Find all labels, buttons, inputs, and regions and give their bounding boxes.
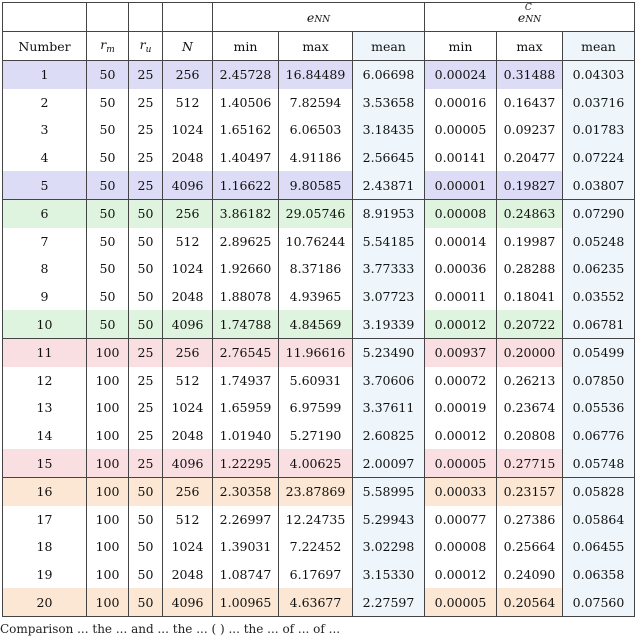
cell-min-c: 0.00012: [425, 310, 497, 338]
cell-r-u: 25: [129, 338, 163, 366]
cell-min: 1.01940: [213, 422, 279, 450]
cell-min-c: 0.00008: [425, 533, 497, 561]
cell-max: 6.97599: [279, 394, 353, 422]
table-row: [3, 477, 635, 505]
empty-header-cell: [87, 3, 129, 32]
cell-r-m: 50: [87, 283, 129, 311]
cell-max: 7.22452: [279, 533, 353, 561]
cell-mean-c: 0.06776: [563, 422, 635, 450]
cell-mean: 2.60825: [353, 422, 425, 450]
cell-n: 1024: [163, 533, 213, 561]
cell-min-c: 0.00011: [425, 283, 497, 311]
cell-min: 1.40506: [213, 89, 279, 117]
cell-r-m: 50: [87, 89, 129, 117]
cell-r-u: 25: [129, 449, 163, 477]
cell-r-u: 50: [129, 283, 163, 311]
group-header-e-nn: [213, 3, 425, 32]
table-row: [3, 588, 635, 616]
cell-mean-c: 0.05864: [563, 506, 635, 534]
cell-max: 4.63677: [279, 588, 353, 616]
cell-max: 12.24735: [279, 506, 353, 534]
cell-max: 10.76244: [279, 228, 353, 256]
cell-number: 12: [3, 367, 87, 395]
cell-min: 1.16622: [213, 171, 279, 199]
cell-r-m: 100: [87, 588, 129, 616]
cell-min-c: 0.00005: [425, 588, 497, 616]
cell-max-c: 0.20477: [497, 144, 563, 172]
cell-min-c: 0.00012: [425, 561, 497, 589]
cell-number: 11: [3, 338, 87, 366]
cell-r-m: 50: [87, 116, 129, 144]
cell-mean: 8.91953: [353, 199, 425, 227]
cell-mean-c: 0.05536: [563, 394, 635, 422]
cell-r-u: 50: [129, 506, 163, 534]
cell-mean-c: 0.07224: [563, 144, 635, 172]
cell-mean-c: 0.01783: [563, 116, 635, 144]
cell-min: 2.76545: [213, 338, 279, 366]
cell-max-c: 0.23674: [497, 394, 563, 422]
cell-r-m: 50: [87, 228, 129, 256]
cell-max-c: 0.18041: [497, 283, 563, 311]
cell-n: 512: [163, 89, 213, 117]
cell-mean-c: 0.07560: [563, 588, 635, 616]
cell-mean: 2.00097: [353, 449, 425, 477]
cell-mean-c: 0.03716: [563, 89, 635, 117]
cell-r-m: 50: [87, 61, 129, 89]
cell-r-u: 50: [129, 477, 163, 505]
cell-min-c: 0.00001: [425, 171, 497, 199]
e-nn-c-sup: C: [524, 2, 532, 13]
cell-r-m: 50: [87, 310, 129, 338]
r-u-base: r: [139, 37, 146, 52]
cell-mean-c: 0.05748: [563, 449, 635, 477]
col-header-number: Number: [3, 32, 87, 61]
cell-number: 13: [3, 394, 87, 422]
cell-number: 9: [3, 283, 87, 311]
table-row: [3, 367, 635, 395]
table-row: [3, 228, 635, 256]
cell-mean: 5.29943: [353, 506, 425, 534]
cell-max: 16.84489: [279, 61, 353, 89]
col-header-min: min: [213, 32, 279, 61]
table-row: [3, 144, 635, 172]
cell-min-c: 0.00016: [425, 89, 497, 117]
cell-mean-c: 0.05828: [563, 477, 635, 505]
cell-r-u: 25: [129, 144, 163, 172]
cell-n: 4096: [163, 171, 213, 199]
cell-n: 1024: [163, 116, 213, 144]
cell-n: 2048: [163, 422, 213, 450]
cell-number: 18: [3, 533, 87, 561]
cell-max-c: 0.23157: [497, 477, 563, 505]
table-row: [3, 199, 635, 227]
cell-max: 6.17697: [279, 561, 353, 589]
cell-r-u: 50: [129, 228, 163, 256]
column-header-row: [3, 32, 635, 61]
cell-n: 256: [163, 477, 213, 505]
cell-max-c: 0.24863: [497, 199, 563, 227]
cell-max: 8.37186: [279, 255, 353, 283]
cell-r-u: 50: [129, 255, 163, 283]
cell-mean: 3.53658: [353, 89, 425, 117]
cell-r-u: 25: [129, 116, 163, 144]
cell-max: 4.84569: [279, 310, 353, 338]
cell-min-c: 0.00072: [425, 367, 497, 395]
r-m-sub: m: [106, 45, 115, 55]
cell-mean-c: 0.04303: [563, 61, 635, 89]
table-row: [3, 255, 635, 283]
cell-max: 11.96616: [279, 338, 353, 366]
cell-max-c: 0.20000: [497, 338, 563, 366]
cell-mean: 2.27597: [353, 588, 425, 616]
r-m-base: r: [100, 37, 107, 52]
cell-mean: 5.58995: [353, 477, 425, 505]
cell-r-u: 25: [129, 422, 163, 450]
cell-min-c: 0.00005: [425, 449, 497, 477]
cell-min-c: 0.00024: [425, 61, 497, 89]
table-row: [3, 338, 635, 366]
group-header-e-nn-c: [425, 3, 635, 32]
cell-number: 15: [3, 449, 87, 477]
table-row: [3, 422, 635, 450]
empty-header-cell: [129, 3, 163, 32]
cell-max: 7.82594: [279, 89, 353, 117]
cell-n: 512: [163, 367, 213, 395]
cell-n: 1024: [163, 394, 213, 422]
cell-mean: 3.07723: [353, 283, 425, 311]
cell-min: 1.39031: [213, 533, 279, 561]
cell-min: 1.22295: [213, 449, 279, 477]
cell-r-u: 50: [129, 561, 163, 589]
cell-mean-c: 0.03552: [563, 283, 635, 311]
table-row: [3, 449, 635, 477]
cell-mean-c: 0.06235: [563, 255, 635, 283]
cell-mean-c: 0.05499: [563, 338, 635, 366]
e-nn-base: e: [306, 9, 315, 25]
cell-min: 2.30358: [213, 477, 279, 505]
cell-mean: 5.23490: [353, 338, 425, 366]
cell-mean: 3.37611: [353, 394, 425, 422]
cell-n: 256: [163, 338, 213, 366]
cell-r-u: 50: [129, 588, 163, 616]
cell-mean-c: 0.07290: [563, 199, 635, 227]
col-header-r-m: [87, 32, 129, 61]
cell-n: 512: [163, 506, 213, 534]
cell-max-c: 0.20564: [497, 588, 563, 616]
col-header-mean-c: mean: [563, 32, 635, 61]
col-header-min-c: min: [425, 32, 497, 61]
cell-max-c: 0.28288: [497, 255, 563, 283]
cell-mean: 3.02298: [353, 533, 425, 561]
cell-min: 1.00965: [213, 588, 279, 616]
cell-mean-c: 0.06781: [563, 310, 635, 338]
cell-max-c: 0.25664: [497, 533, 563, 561]
cell-max: 23.87869: [279, 477, 353, 505]
cell-min: 1.74788: [213, 310, 279, 338]
cell-mean: 3.15330: [353, 561, 425, 589]
col-header-mean: mean: [353, 32, 425, 61]
cell-r-u: 25: [129, 394, 163, 422]
cell-min: 1.65959: [213, 394, 279, 422]
cell-max-c: 0.20808: [497, 422, 563, 450]
cell-n: 4096: [163, 449, 213, 477]
table-row: [3, 561, 635, 589]
cell-min-c: 0.00014: [425, 228, 497, 256]
cell-min-c: 0.00141: [425, 144, 497, 172]
empty-header-cell: [163, 3, 213, 32]
col-header-r-u: [129, 32, 163, 61]
cell-min-c: 0.00036: [425, 255, 497, 283]
table-caption: Comparison ... the ... and ... the ... ( ) ... the ... of ... of ...: [0, 622, 341, 636]
col-header-n: N: [163, 32, 213, 61]
cell-n: 2048: [163, 144, 213, 172]
cell-mean-c: 0.06455: [563, 533, 635, 561]
cell-min: 2.26997: [213, 506, 279, 534]
cell-min: 3.86182: [213, 199, 279, 227]
cell-mean: 2.56645: [353, 144, 425, 172]
cell-number: 1: [3, 61, 87, 89]
cell-mean: 6.06698: [353, 61, 425, 89]
cell-mean-c: 0.05248: [563, 228, 635, 256]
cell-n: 256: [163, 199, 213, 227]
cell-max-c: 0.26213: [497, 367, 563, 395]
cell-r-u: 25: [129, 61, 163, 89]
cell-number: 7: [3, 228, 87, 256]
cell-r-m: 100: [87, 338, 129, 366]
cell-max-c: 0.16437: [497, 89, 563, 117]
cell-min: 1.08747: [213, 561, 279, 589]
cell-mean: 3.77333: [353, 255, 425, 283]
cell-max-c: 0.20722: [497, 310, 563, 338]
cell-max-c: 0.24090: [497, 561, 563, 589]
cell-r-m: 50: [87, 144, 129, 172]
results-table-container: [2, 2, 635, 617]
cell-max-c: 0.27715: [497, 449, 563, 477]
cell-r-u: 50: [129, 310, 163, 338]
cell-max-c: 0.27386: [497, 506, 563, 534]
cell-number: 8: [3, 255, 87, 283]
e-nn-sub: NN: [314, 14, 331, 25]
cell-number: 3: [3, 116, 87, 144]
cell-mean: 3.70606: [353, 367, 425, 395]
table-row: [3, 310, 635, 338]
cell-mean-c: 0.07850: [563, 367, 635, 395]
cell-n: 512: [163, 228, 213, 256]
cell-number: 6: [3, 199, 87, 227]
cell-max: 4.93965: [279, 283, 353, 311]
group-header-row: [3, 3, 635, 32]
cell-number: 14: [3, 422, 87, 450]
cell-min: 1.88078: [213, 283, 279, 311]
table-row: [3, 61, 635, 89]
cell-r-m: 100: [87, 394, 129, 422]
cell-max: 4.91186: [279, 144, 353, 172]
cell-min-c: 0.00937: [425, 338, 497, 366]
cell-max: 5.27190: [279, 422, 353, 450]
cell-n: 4096: [163, 310, 213, 338]
table-row: [3, 533, 635, 561]
cell-min: 1.92660: [213, 255, 279, 283]
cell-max-c: 0.19827: [497, 171, 563, 199]
cell-max: 4.00625: [279, 449, 353, 477]
cell-n: 2048: [163, 283, 213, 311]
cell-r-m: 100: [87, 533, 129, 561]
cell-n: 1024: [163, 255, 213, 283]
cell-r-m: 100: [87, 367, 129, 395]
cell-r-m: 100: [87, 422, 129, 450]
cell-r-u: 25: [129, 171, 163, 199]
cell-min: 2.45728: [213, 61, 279, 89]
cell-number: 19: [3, 561, 87, 589]
col-header-max: max: [279, 32, 353, 61]
cell-r-m: 100: [87, 449, 129, 477]
cell-number: 20: [3, 588, 87, 616]
cell-max: 9.80585: [279, 171, 353, 199]
cell-r-m: 100: [87, 561, 129, 589]
cell-min-c: 0.00077: [425, 506, 497, 534]
cell-min: 1.65162: [213, 116, 279, 144]
cell-max: 6.06503: [279, 116, 353, 144]
e-nn-c-base: e: [517, 9, 526, 25]
cell-number: 16: [3, 477, 87, 505]
cell-min-c: 0.00008: [425, 199, 497, 227]
table-row: [3, 89, 635, 117]
cell-r-m: 100: [87, 477, 129, 505]
cell-min: 1.74937: [213, 367, 279, 395]
cell-n: 4096: [163, 588, 213, 616]
cell-r-m: 50: [87, 255, 129, 283]
cell-min-c: 0.00033: [425, 477, 497, 505]
cell-max: 29.05746: [279, 199, 353, 227]
col-header-max-c: max: [497, 32, 563, 61]
cell-number: 10: [3, 310, 87, 338]
cell-number: 4: [3, 144, 87, 172]
table-row: [3, 116, 635, 144]
cell-r-u: 25: [129, 367, 163, 395]
cell-r-m: 100: [87, 506, 129, 534]
cell-mean-c: 0.06358: [563, 561, 635, 589]
cell-r-m: 50: [87, 199, 129, 227]
cell-number: 5: [3, 171, 87, 199]
cell-r-m: 50: [87, 171, 129, 199]
cell-max-c: 0.19987: [497, 228, 563, 256]
cell-r-u: 50: [129, 199, 163, 227]
cell-number: 17: [3, 506, 87, 534]
cell-mean: 3.19339: [353, 310, 425, 338]
cell-max-c: 0.31488: [497, 61, 563, 89]
empty-header-cell: [3, 3, 87, 32]
table-row: [3, 283, 635, 311]
cell-min-c: 0.00005: [425, 116, 497, 144]
cell-max: 5.60931: [279, 367, 353, 395]
table-row: [3, 506, 635, 534]
r-u-sub: u: [145, 45, 152, 55]
cell-min: 2.89625: [213, 228, 279, 256]
cell-number: 2: [3, 89, 87, 117]
cell-min-c: 0.00019: [425, 394, 497, 422]
e-nn-c-sub: NN: [525, 14, 542, 25]
results-table: [2, 2, 635, 617]
table-row: [3, 394, 635, 422]
cell-r-u: 25: [129, 89, 163, 117]
cell-r-u: 50: [129, 533, 163, 561]
cell-mean: 2.43871: [353, 171, 425, 199]
cell-min-c: 0.00012: [425, 422, 497, 450]
cell-mean-c: 0.03807: [563, 171, 635, 199]
cell-min: 1.40497: [213, 144, 279, 172]
cell-mean: 5.54185: [353, 228, 425, 256]
cell-mean: 3.18435: [353, 116, 425, 144]
cell-max-c: 0.09237: [497, 116, 563, 144]
cell-n: 2048: [163, 561, 213, 589]
table-row: [3, 171, 635, 199]
table-body: [3, 61, 635, 617]
cell-n: 256: [163, 61, 213, 89]
